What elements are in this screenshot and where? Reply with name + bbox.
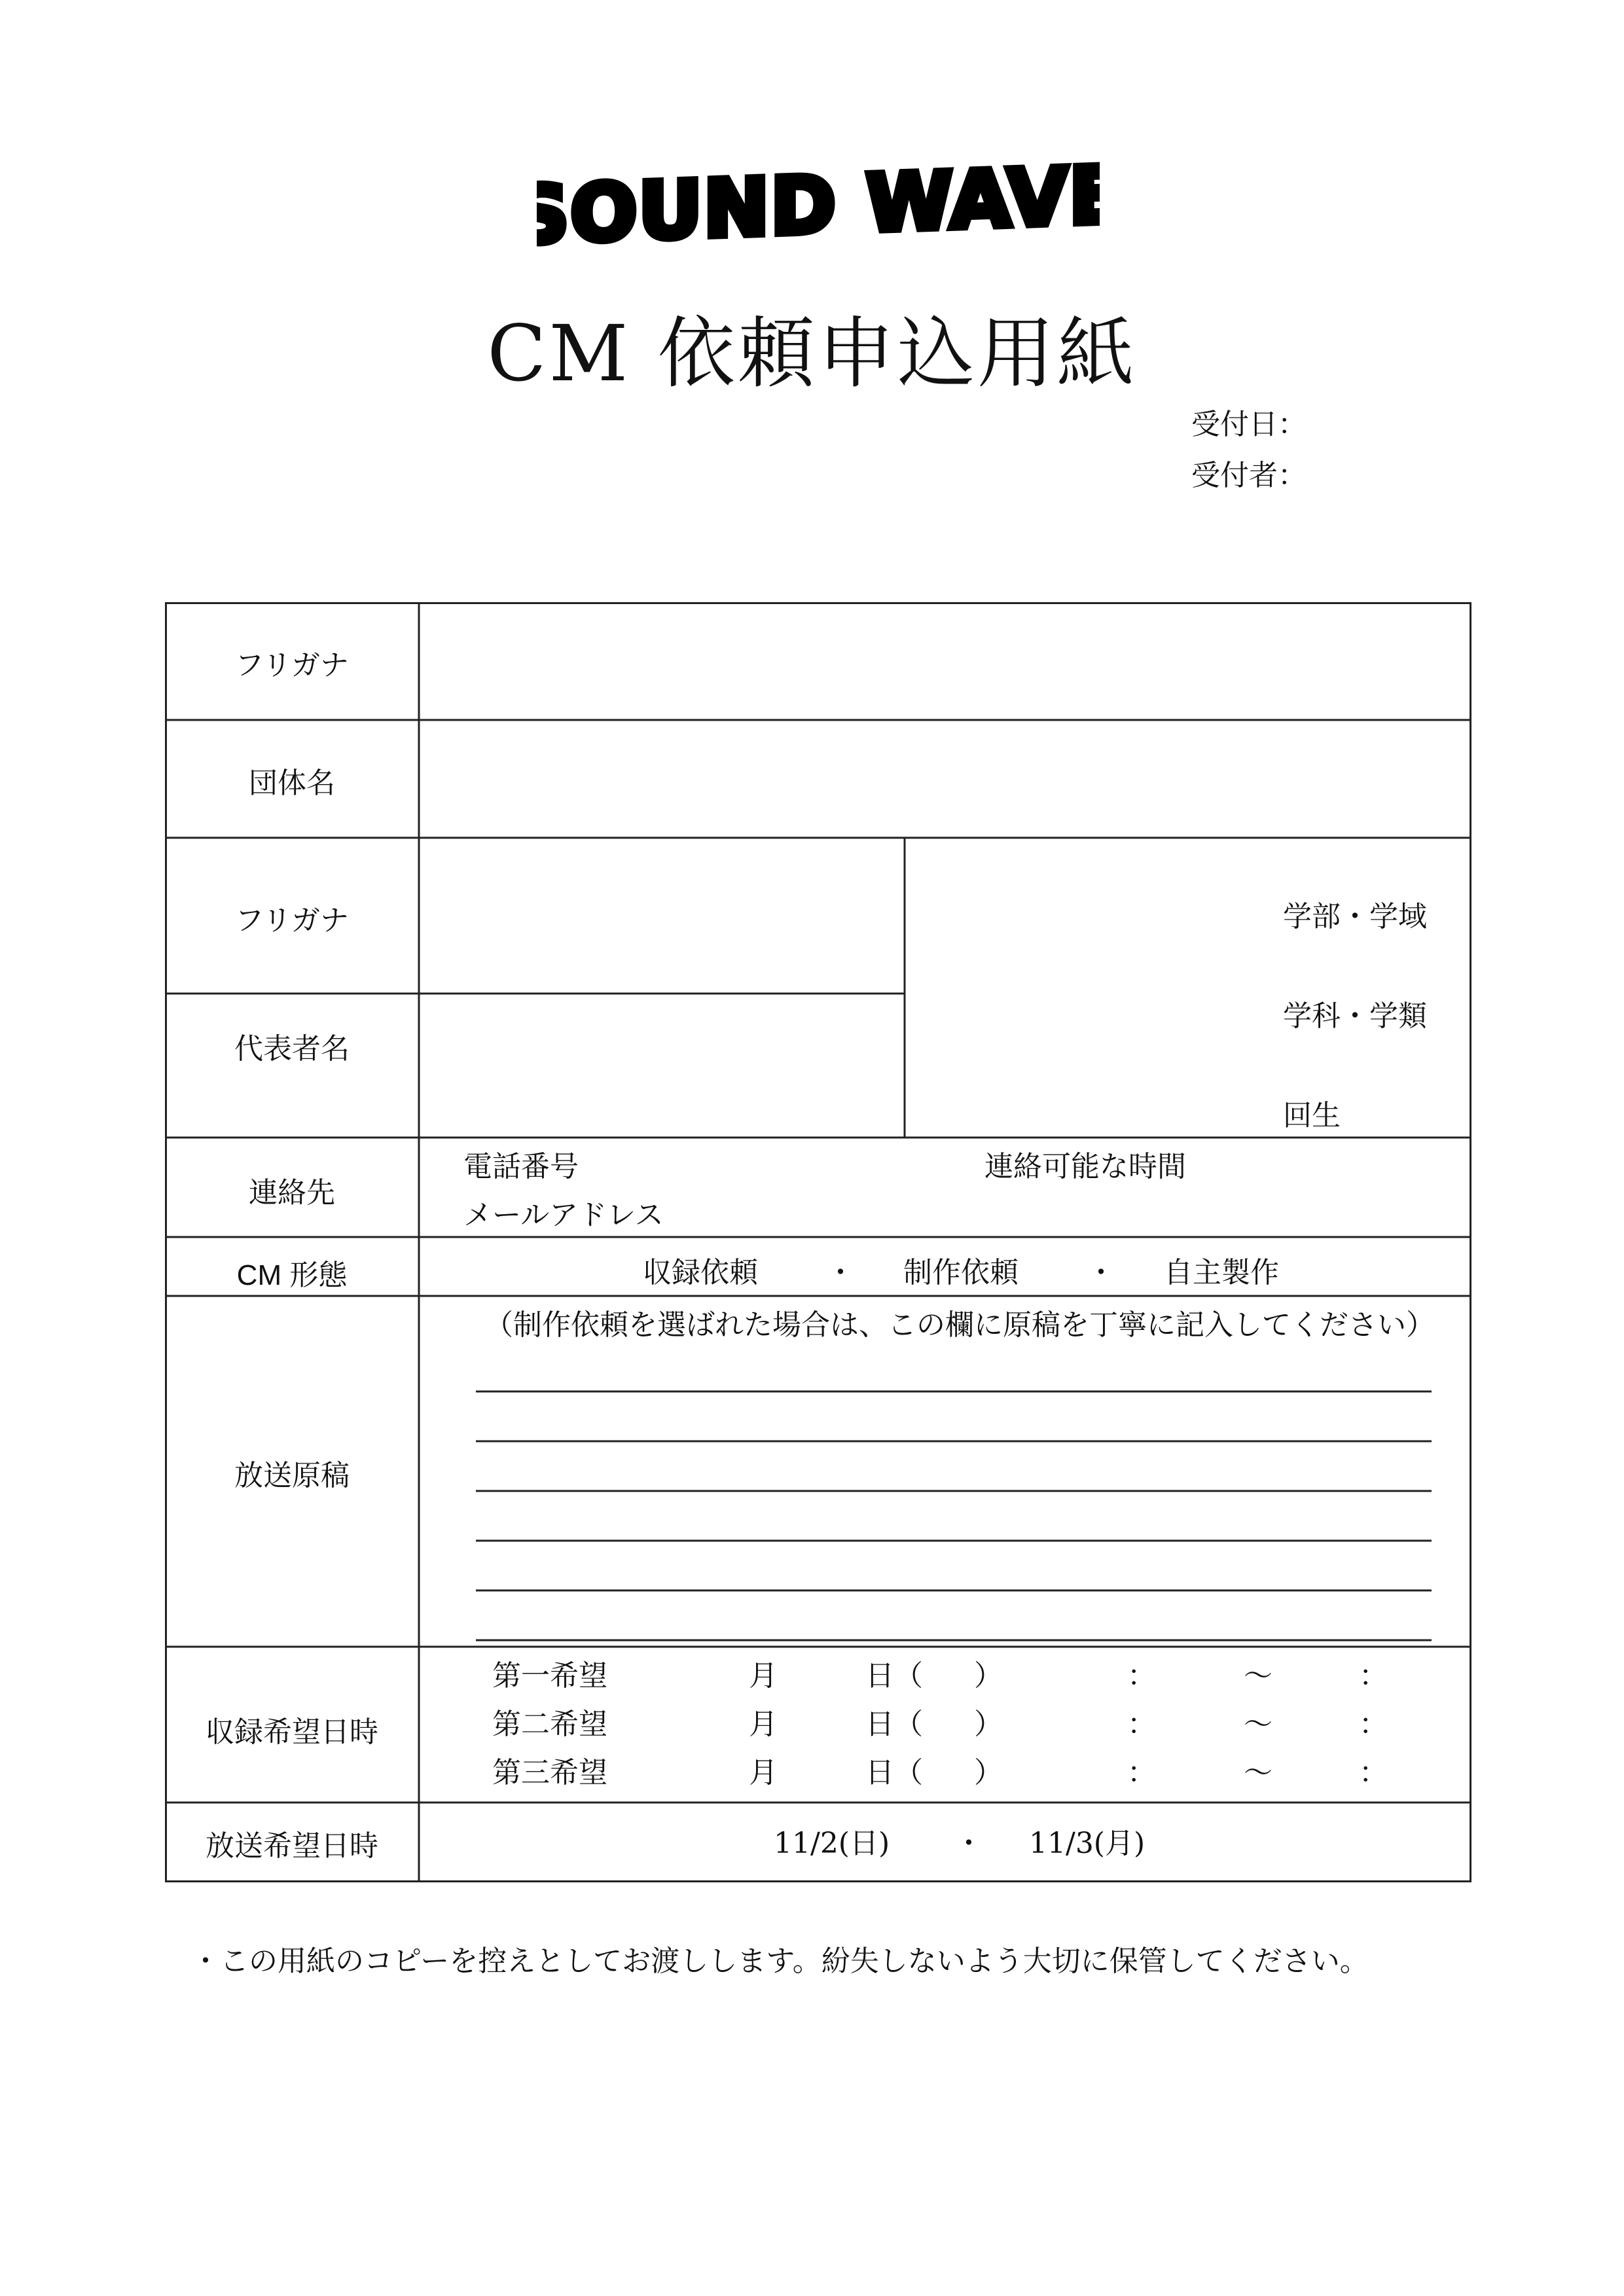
- cm-type-label: CM 形態: [236, 1259, 348, 1291]
- colon: ：: [1359, 1708, 1388, 1741]
- group-name-label: 団体名: [249, 766, 335, 800]
- colon: ：: [1127, 1659, 1156, 1693]
- cm-type-separator: ・: [1087, 1256, 1115, 1289]
- available-time-label: 連絡可能な時間: [984, 1150, 1186, 1183]
- tilde: ～: [1244, 1659, 1272, 1693]
- broadcast-label: 放送希望日時: [206, 1829, 378, 1863]
- phone-label: 電話番号: [463, 1150, 579, 1183]
- colon: ：: [1359, 1756, 1388, 1789]
- furigana-group-label: フリガナ: [235, 649, 349, 682]
- preference-label: 第三希望: [492, 1756, 607, 1789]
- footnote: ・この用紙のコピーを控えとしてお渡しします。紛失しないよう大切に保管してください。: [191, 1945, 1369, 1978]
- contact-label: 連絡先: [249, 1176, 335, 1210]
- department-label: 学科・学類: [1283, 999, 1427, 1033]
- month-label: 月: [749, 1659, 778, 1693]
- broadcast-date-nov3[interactable]: 11/3(月): [1029, 1827, 1146, 1860]
- month-label: 月: [749, 1708, 778, 1741]
- script-label: 放送原稿: [234, 1459, 350, 1492]
- day-label: 日（: [865, 1756, 923, 1789]
- colon: ：: [1359, 1659, 1388, 1693]
- cm-type-separator: ・: [826, 1256, 855, 1289]
- email-label: メールアドレス: [463, 1198, 664, 1232]
- cm-type-option-self[interactable]: 自主製作: [1164, 1256, 1279, 1289]
- day-label: 日（: [865, 1659, 923, 1693]
- script-field[interactable]: [473, 1348, 1435, 1643]
- colon: ：: [1127, 1756, 1156, 1789]
- preference-label: 第二希望: [492, 1708, 607, 1741]
- representative-label: 代表者名: [234, 1032, 350, 1066]
- broadcast-separator: ・: [954, 1827, 983, 1860]
- tilde: ～: [1244, 1756, 1272, 1789]
- close-paren: ）: [974, 1756, 1003, 1789]
- faculty-label: 学部・学域: [1283, 900, 1427, 933]
- preference-label: 第一希望: [492, 1659, 607, 1693]
- close-paren: ）: [974, 1708, 1003, 1741]
- furigana-rep-label: フリガナ: [235, 904, 349, 937]
- broadcast-date-nov2[interactable]: 11/2(日): [774, 1827, 890, 1860]
- sound-wave-logo: [537, 157, 1100, 281]
- recording-label: 収録希望日時: [206, 1715, 378, 1749]
- colon: ：: [1127, 1708, 1156, 1741]
- cm-type-option-recording[interactable]: 収録依頼: [643, 1256, 758, 1289]
- affiliation-field[interactable]: [907, 840, 1469, 1136]
- logo-graphic: [537, 157, 1100, 281]
- year-label: 回生: [1283, 1099, 1341, 1132]
- logo-text: SOUND WAVE: [537, 157, 1100, 262]
- close-paren: ）: [974, 1659, 1003, 1693]
- furigana-group-field[interactable]: [422, 605, 1469, 719]
- day-label: 日（: [865, 1708, 923, 1741]
- group-name-field[interactable]: [422, 723, 1469, 836]
- representative-field[interactable]: [422, 996, 903, 1136]
- page-title: CM 依頼申込用紙: [487, 308, 1137, 399]
- furigana-rep-field[interactable]: [422, 840, 903, 992]
- received-date-label: 受付日：: [1191, 408, 1307, 441]
- receiver-label: 受付者：: [1191, 459, 1307, 492]
- cm-type-option-production[interactable]: 制作依頼: [903, 1256, 1019, 1289]
- month-label: 月: [749, 1756, 778, 1789]
- tilde: ～: [1244, 1708, 1272, 1741]
- application-form: [165, 602, 1471, 1882]
- script-note: （制作依頼を選ばれた場合は、この欄に原稿を丁寧に記入してください）: [484, 1308, 1435, 1342]
